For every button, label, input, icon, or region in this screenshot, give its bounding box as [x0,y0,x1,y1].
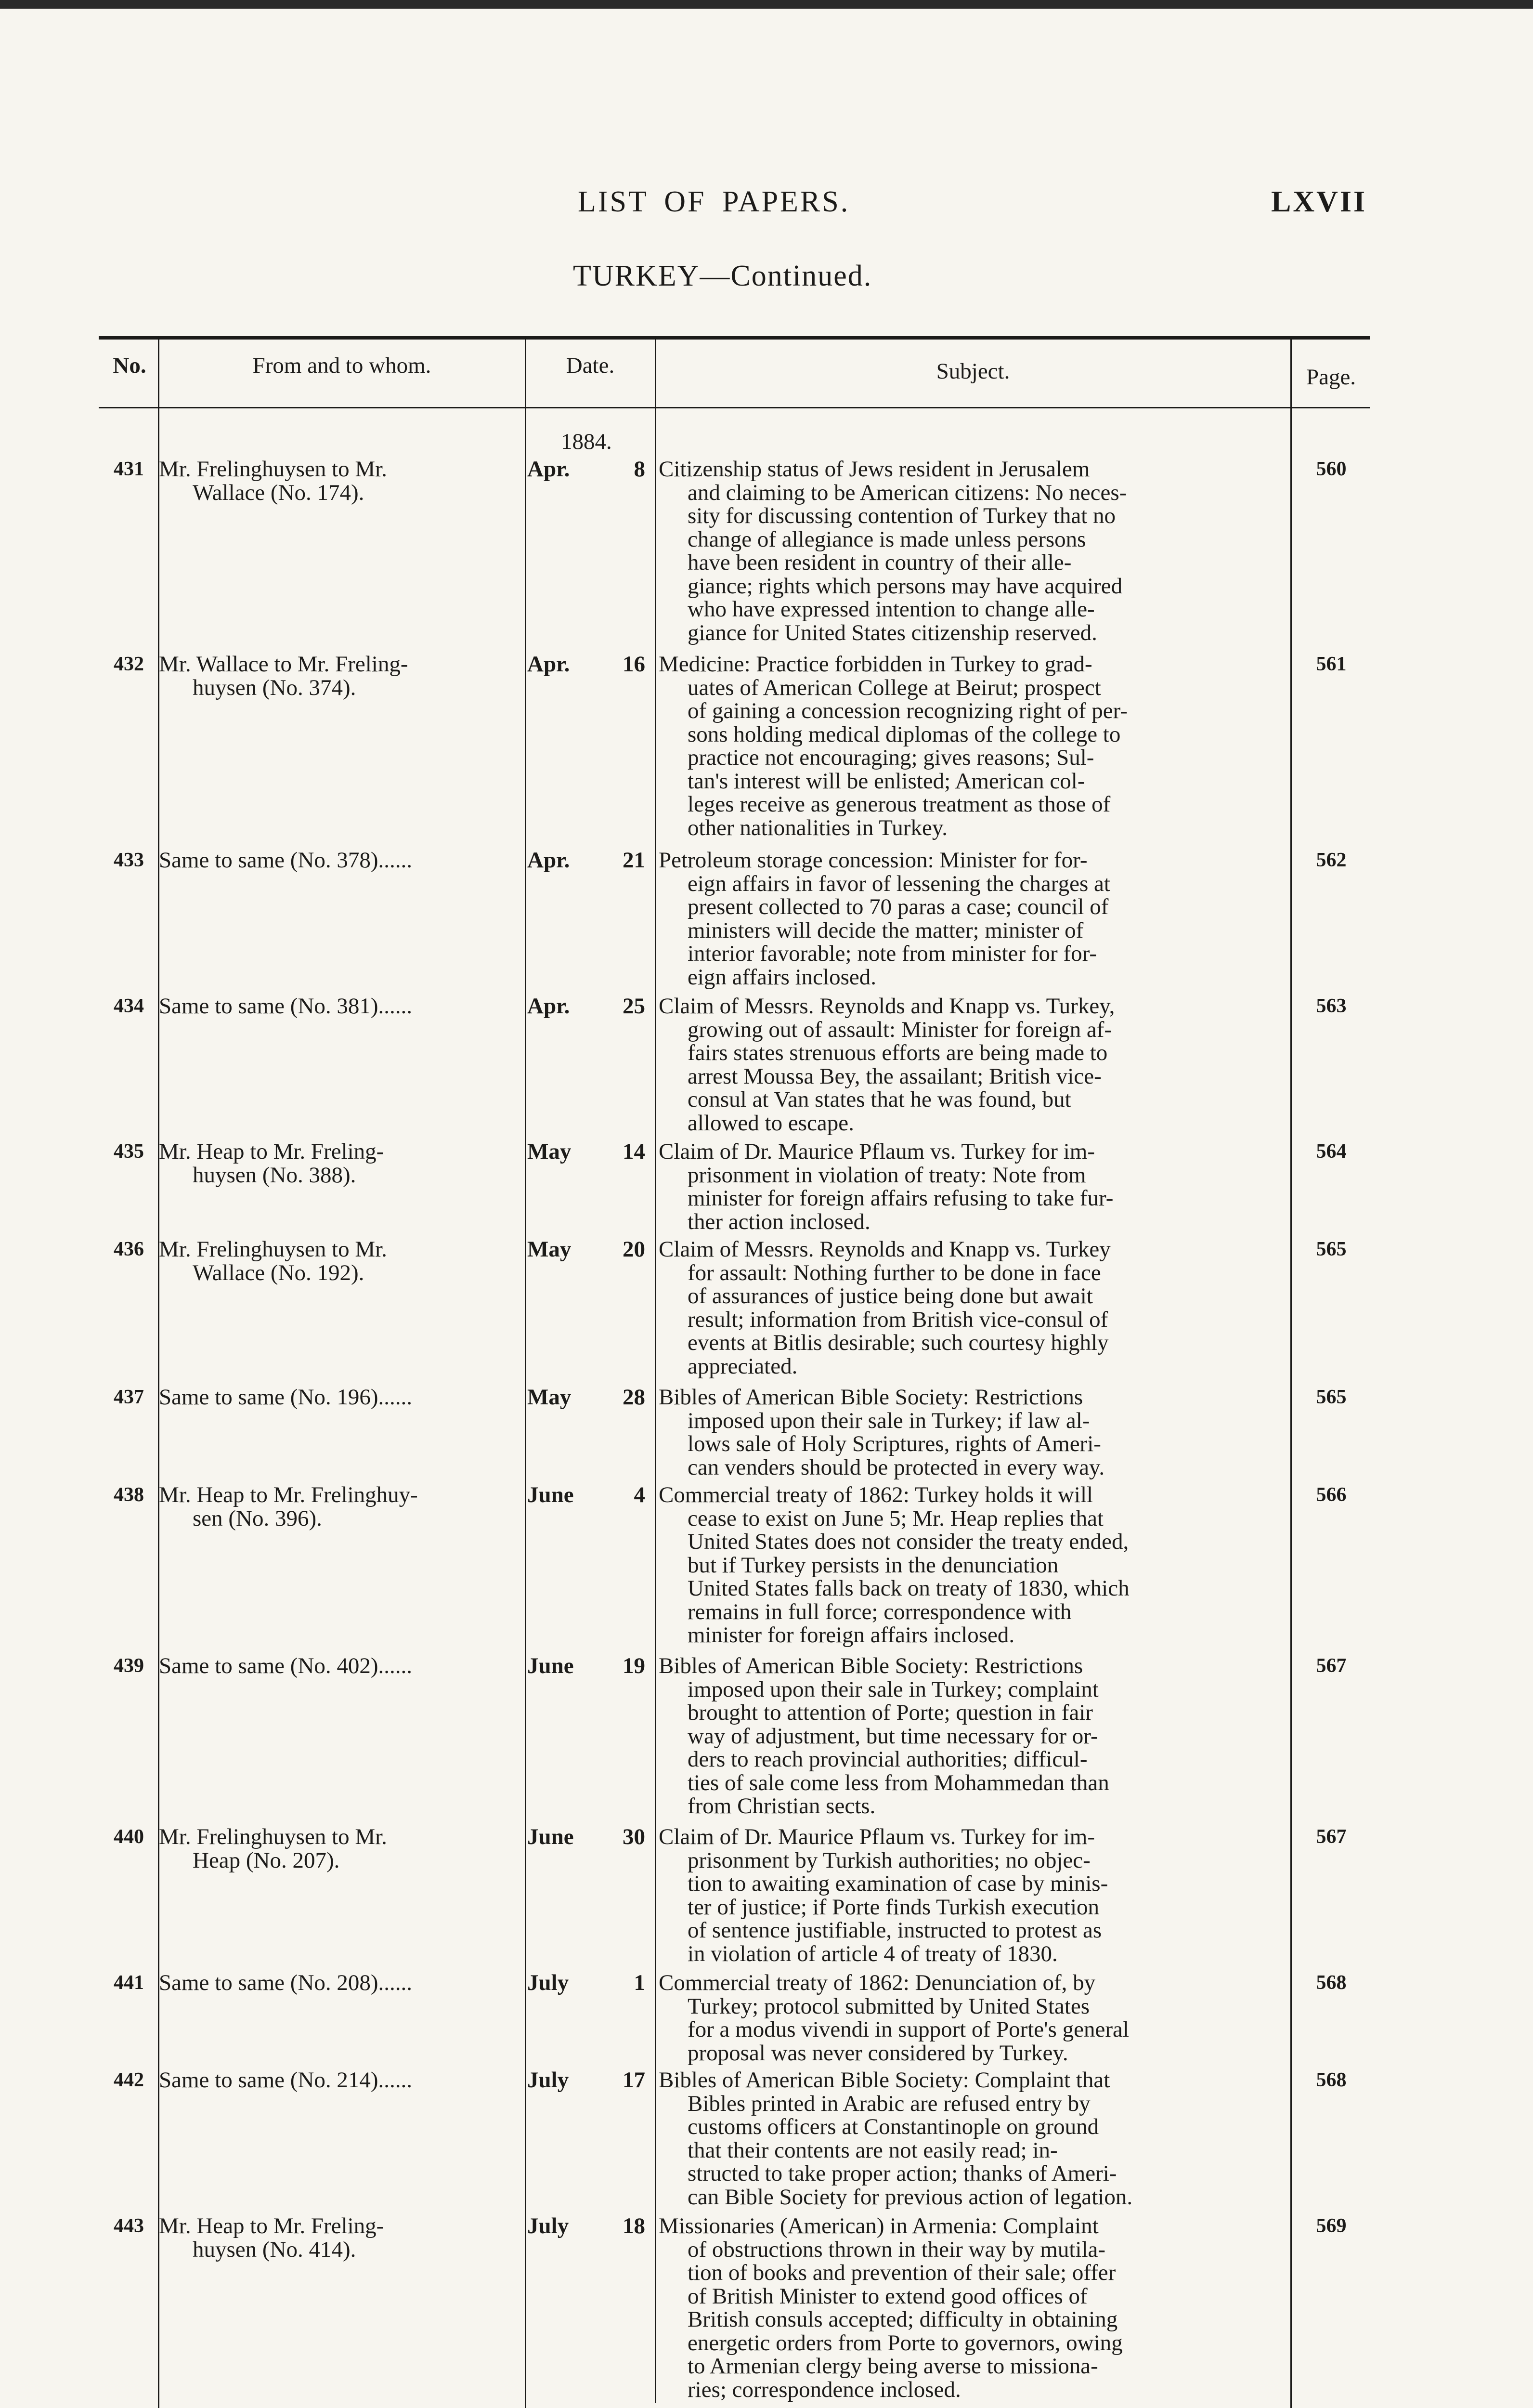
subject-line: have been resident in country of their alle- [688,550,1072,575]
date-day: 21 [623,848,645,873]
subject-line: that their contents are not easily read; in- [688,2137,1058,2163]
date-month: June [527,1824,574,1849]
paper-number: 439 [114,1655,144,1677]
subject-line: interior favorable; note from minister for for- [688,941,1097,966]
subject-line: appreciated. [688,1353,798,1379]
subject-line: Bibles of American Bible Society: Restrictions [659,1653,1083,1678]
subject-line: Medicine: Practice forbidden in Turkey to grad- [659,652,1092,677]
from-line: Heap (No. 207). [193,1847,340,1873]
subject-line: prisonment in violation of treaty: Note from [688,1162,1086,1188]
subject [659,1483,1285,1647]
subject-line: eign affairs in favor of lessening the charges at [688,871,1110,896]
paper-number: 434 [114,995,144,1017]
subject [659,653,1285,839]
date-month: Apr. [527,848,570,873]
from-line: Mr. Heap to Mr. Frelinghuy- [159,1482,418,1507]
subject-line: Commercial treaty of 1862: Turkey holds it will [659,1482,1093,1507]
date-day: 14 [623,1139,645,1164]
date-day: 16 [623,652,645,677]
subject [659,2068,1285,2209]
subject-line: minister for foreign affairs refusing to take fur- [688,1186,1114,1211]
subject [659,995,1285,1135]
from-line: Same to same (No. 214)...... [159,2068,413,2093]
subject-line: Claim of Messrs. Reynolds and Knapp vs. Turkey [659,1237,1111,1262]
from-line: Mr. Frelinghuysen to Mr. [159,1824,387,1849]
from-line: Mr. Wallace to Mr. Freling- [159,652,408,677]
subject-line: proposal was never considered by Turkey. [688,2040,1068,2066]
date-day: 1 [634,1970,645,1995]
from-to-whom [159,1971,520,1995]
page-reference: 563 [1316,995,1347,1017]
date-day: 30 [623,1824,645,1849]
date-day: 17 [623,2068,645,2093]
page-reference: 565 [1316,1238,1347,1260]
subject-line: United States does not consider the treaty ended, [688,1529,1129,1554]
paper-number: 443 [114,2215,144,2237]
date-month: July [527,1970,569,1995]
column-header-page: Page. [1306,365,1356,390]
subject-line: structed to take proper action; thanks of Ameri- [688,2161,1117,2186]
date-day: 4 [634,1482,645,1507]
subject-line: other nationalities in Turkey. [688,815,948,840]
from-line: Wallace (No. 192). [193,1260,364,1285]
from-line: Same to same (No. 208)...... [159,1970,413,1995]
date [527,1825,655,1849]
from-to-whom [159,2068,520,2092]
subject-line: cease to exist on June 5; Mr. Heap replies that [688,1505,1104,1531]
column-divider-date [655,337,656,2403]
page-reference: 561 [1316,653,1347,675]
from-to-whom [159,1238,520,1284]
subject-line: to Armenian clergy being averse to missiona- [688,2354,1098,2379]
subject-line: practice not encouraging; gives reasons; Sul- [688,745,1094,770]
subject-line: change of allegiance is made unless persons [688,526,1086,552]
year-label: 1884. [561,429,612,454]
subject [659,458,1285,644]
subject-line: minister for foreign affairs inclosed. [688,1623,1015,1648]
subject-line: can venders should be protected in every way. [688,1454,1105,1480]
page-number: LXVII [1271,185,1367,218]
date-day: 19 [623,1653,645,1678]
subject-line: way of adjustment, but time necessary for or- [688,1723,1098,1749]
subject [659,1238,1285,1378]
date [527,1654,655,1678]
subject-line: growing out of assault: Minister for foreign af- [688,1017,1112,1042]
subject-line: consul at Van states that he was found, but [688,1087,1071,1112]
date-day: 28 [623,1385,645,1410]
column-header-subject: Subject. [936,359,1010,384]
date [527,2214,655,2238]
subject [659,849,1285,989]
subject-line: Bibles of American Bible Society: Restrictions [659,1385,1083,1410]
date-month: Apr. [527,457,570,482]
page-reference: 562 [1316,849,1347,871]
from-line: sen (No. 396). [193,1505,322,1531]
paper-number: 433 [114,849,144,871]
subject-line: can Bible Society for previous action of legation. [688,2184,1133,2210]
subject-line: energetic orders from Porte to governors, owing [688,2330,1123,2356]
date [527,849,655,872]
date-month: July [527,2068,569,2093]
from-to-whom [159,849,520,872]
paper-number: 440 [114,1826,144,1848]
date-month: May [527,1237,572,1262]
date [527,1483,655,1507]
paper-number: 432 [114,653,144,675]
subject-line: Bibles printed in Arabic are refused entry by [688,2091,1091,2116]
page-reference: 567 [1316,1655,1347,1677]
subject-line: from Christian sects. [688,1793,876,1819]
subject-line: allowed to escape. [688,1110,854,1136]
subject-line: Claim of Dr. Maurice Pflaum vs. Turkey for im- [659,1139,1095,1164]
date-day: 20 [623,1237,645,1262]
paper-number: 436 [114,1238,144,1260]
subject-line: ministers will decide the matter; minister of [688,917,1084,943]
subject-line: of sentence justifiable, instructed to protest as [688,1918,1102,1943]
page-edge [0,0,1533,9]
page-reference: 567 [1316,1826,1347,1848]
date [527,653,655,676]
from-line: Mr. Heap to Mr. Freling- [159,2213,384,2238]
paper-number: 431 [114,458,144,480]
subject-line: giance for United States citizenship reserved. [688,620,1097,645]
subject-line: present collected to 70 paras a case; council of [688,894,1109,919]
date-month: July [527,2213,569,2238]
subject-line: arrest Moussa Bey, the assailant; British vice- [688,1063,1102,1089]
from-line: Same to same (No. 381)...... [159,994,413,1019]
subject-line: United States falls back on treaty of 1830, which [688,1576,1130,1601]
subject-line: tion to awaiting examination of case by minis- [688,1871,1108,1896]
subject-line: Commercial treaty of 1862: Denunciation of, by [659,1970,1096,1995]
date [527,995,655,1018]
from-to-whom [159,2214,520,2261]
paper-number: 442 [114,2069,144,2091]
date [527,2068,655,2092]
subject-line: Bibles of American Bible Society: Complaint that [659,2068,1110,2093]
date-month: June [527,1653,574,1678]
subject-line: but if Turkey persists in the denunciation [688,1552,1059,1578]
subject-line: Claim of Messrs. Reynolds and Knapp vs. Turkey, [659,994,1115,1019]
subject-line: who have expressed intention to change alle- [688,597,1095,622]
subject-line: imposed upon their sale in Turkey; complaint [688,1676,1099,1702]
date-day: 18 [623,2213,645,2238]
from-to-whom [159,1140,520,1187]
subject-line: of assurances of justice being done but await [688,1283,1093,1309]
date [527,458,655,481]
subject-line: fairs states strenuous efforts are being made to [688,1040,1108,1065]
page-reference: 560 [1316,458,1347,480]
subject-line: ries; correspondence inclosed. [688,2377,961,2402]
paper-number: 441 [114,1972,144,1994]
subject [659,1654,1285,1818]
page-reference: 564 [1316,1140,1347,1163]
date-month: May [527,1385,572,1410]
from-line: Same to same (No. 378)...... [159,848,413,873]
from-to-whom [159,995,520,1018]
from-to-whom [159,653,520,699]
subject-line: sons holding medical diplomas of the college to [688,721,1121,747]
paper-number: 438 [114,1484,144,1506]
column-divider-no [158,337,159,2408]
date-month: May [527,1139,572,1164]
date [527,1386,655,1409]
subject-line: of British Minister to extend good offices of [688,2283,1088,2309]
subject-line: tion of books and prevention of their sale; offer [688,2260,1116,2285]
subject-line: prisonment by Turkish authorities; no objec- [688,1847,1091,1873]
from-line: Mr. Frelinghuysen to Mr. [159,1237,387,1262]
section-title: TURKEY—Continued. [573,260,872,292]
date-month: Apr. [527,652,570,677]
page-reference: 568 [1316,1972,1347,1994]
page-reference: 565 [1316,1386,1347,1408]
paper-number: 435 [114,1140,144,1163]
subject [659,1825,1285,1965]
subject-line: for assault: Nothing further to be done in face [688,1260,1101,1285]
subject-line: Petroleum storage concession: Minister for for- [659,848,1088,873]
date-month: June [527,1482,574,1507]
subject-line: Claim of Dr. Maurice Pflaum vs. Turkey for im- [659,1824,1095,1849]
date-day: 25 [623,994,645,1019]
from-line: Mr. Heap to Mr. Freling- [159,1139,384,1164]
subject-line: of gaining a concession recognizing right of per- [688,698,1128,723]
page-reference: 566 [1316,1484,1347,1506]
page-reference: 568 [1316,2069,1347,2091]
date [527,1971,655,1995]
from-to-whom [159,458,520,504]
subject [659,1140,1285,1233]
paper-number: 437 [114,1386,144,1408]
subject-line: and claiming to be American citizens: No neces- [688,480,1127,505]
from-to-whom [159,1483,520,1530]
subject-line: Citizenship status of Jews resident in Jerusalem [659,457,1090,482]
subject [659,1386,1285,1479]
subject-line: brought to attention of Porte; question in fair [688,1700,1093,1725]
subject-line: Missionaries (American) in Armenia: Complaint [659,2213,1099,2238]
subject-line: for a modus vivendi in support of Porte's general [688,2017,1129,2042]
subject-line: result; information from British vice-consul of [688,1307,1108,1332]
column-header-no: No. [113,353,146,378]
table-header-rule [99,407,1370,408]
subject-line: tan's interest will be enlisted; American col- [688,768,1085,794]
from-line: huysen (No. 388). [193,1162,356,1188]
subject-line: imposed upon their sale in Turkey; if law al- [688,1408,1090,1433]
from-to-whom [159,1386,520,1409]
from-line: huysen (No. 374). [193,675,356,700]
date-day: 8 [634,457,645,482]
page-title: LIST OF PAPERS. [578,185,850,218]
subject-line: customs officers at Constantinople on ground [688,2114,1099,2139]
subject-line: eign affairs inclosed. [688,964,876,990]
column-header-date: Date. [566,353,615,378]
subject-line: events at Bitlis desirable; such courtesy highly [688,1330,1109,1355]
from-line: Same to same (No. 196)...... [159,1385,413,1410]
subject-line: in violation of article 4 of treaty of 1830. [688,1941,1058,1966]
subject-line: ther action inclosed. [688,1209,870,1234]
table-top-rule [99,336,1370,340]
subject-line: ties of sale come less from Mohammedan than [688,1770,1109,1795]
date [527,1140,655,1164]
from-line: Same to same (No. 402)...... [159,1653,413,1678]
subject [659,2214,1285,2401]
subject-line: lows sale of Holy Scriptures, rights of Ameri- [688,1431,1101,1456]
from-to-whom [159,1654,520,1678]
date-month: Apr. [527,994,570,1019]
from-line: Wallace (No. 174). [193,480,364,505]
from-line: Mr. Frelinghuysen to Mr. [159,457,387,482]
column-header-from: From and to whom. [252,353,431,378]
subject-line: leges receive as generous treatment as those of [688,792,1111,817]
subject-line: sity for discussing contention of Turkey that no [688,503,1116,528]
subject-line: uates of American College at Beirut; prospect [688,675,1101,700]
subject-line: giance; rights which persons may have acquired [688,573,1123,599]
column-divider-subject [1290,337,1292,2408]
subject-line: British consuls accepted; difficulty in obtaining [688,2307,1118,2332]
page-reference: 569 [1316,2215,1347,2237]
date [527,1238,655,1261]
subject [659,1971,1285,2065]
subject-line: ders to reach provincial authorities; difficul- [688,1747,1088,1772]
from-line: huysen (No. 414). [193,2237,356,2262]
subject-line: remains in full force; correspondence with [688,1599,1072,1624]
subject-line: Turkey; protocol submitted by United States [688,1993,1090,2019]
subject-line: of obstructions thrown in their way by mutila- [688,2237,1106,2262]
subject-line: ter of justice; if Porte finds Turkish execution [688,1894,1100,1920]
column-divider-from [525,337,526,2408]
from-to-whom [159,1825,520,1872]
